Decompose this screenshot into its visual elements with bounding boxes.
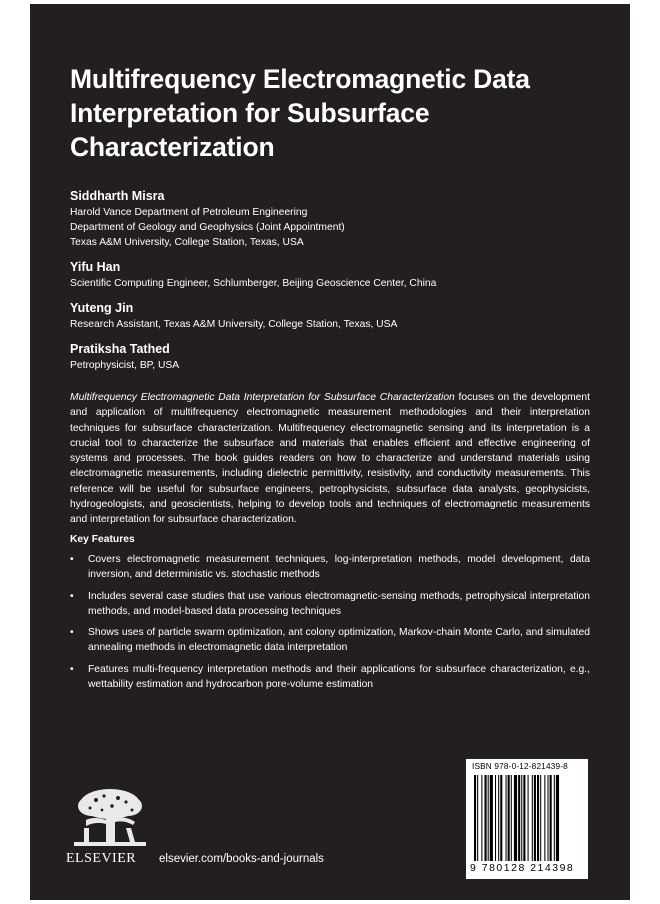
- barcode-bar: [544, 775, 545, 861]
- barcode-bar: [485, 775, 487, 861]
- barcode-bar: [537, 775, 539, 861]
- book-title: Multifrequency Electromagnetic Data Interpretation for Subsurface Characterization: [70, 64, 530, 162]
- author-list: [70, 188, 600, 382]
- author-name: Pratiksha Tathed: [70, 342, 170, 356]
- author-affiliation: Petrophysicist, BP, USA: [70, 360, 180, 371]
- feature-text: Features multi-frequency interpretation methods and their applications for subsurface characterization, e.g., wettability estimation and hydrocarbon pore-volume estimation: [88, 663, 590, 691]
- barcode-bar: [514, 775, 517, 861]
- barcode-bar: [495, 775, 496, 861]
- feature-item: [70, 662, 590, 693]
- author-affiliation: Department of Geology and Geophysics (Joint Appointment): [70, 222, 345, 233]
- bullet-icon: •: [70, 663, 74, 675]
- elsevier-tree-logo: [66, 786, 154, 855]
- barcode-bar: [523, 775, 525, 861]
- key-features-heading: Key Features: [70, 534, 135, 545]
- author-name: Yuteng Jin: [70, 301, 134, 315]
- author-affiliation: Scientific Computing Engineer, Schlumberger, Beijing Geoscience Center, China: [70, 278, 437, 289]
- barcode-bars: [472, 775, 582, 861]
- barcode-bar: [481, 775, 482, 861]
- feature-text: Shows uses of particle swarm optimization, ant colony optimization, Markov-chain Monte Carlo, and simulated annealing methods in electromagnetic data interpretation: [88, 627, 590, 654]
- barcode-bar: [556, 775, 559, 861]
- author-block: [70, 341, 600, 373]
- feature-item: [70, 625, 590, 656]
- feature-text: Covers electromagnetic measurement techniques, log-interpretation methods, model development, data inversion, and deterministic vs. stochastic methods: [88, 554, 590, 581]
- author-affiliation: Texas A&M University, College Station, Texas, USA: [70, 237, 304, 248]
- author-affiliation: Harold Vance Department of Petroleum Engineering: [70, 207, 308, 218]
- bullet-icon: •: [70, 627, 74, 639]
- barcode-bar: [540, 775, 541, 861]
- barcode-bar: [474, 775, 476, 861]
- author-name: Siddharth Misra: [70, 189, 165, 203]
- bullet-icon: •: [70, 554, 74, 565]
- book-description: [70, 390, 590, 528]
- barcode-bar: [528, 775, 529, 861]
- author-block: [70, 259, 600, 291]
- barcode-bar: [554, 775, 555, 861]
- author-block: [70, 300, 600, 332]
- barcode-bar: [500, 775, 502, 861]
- key-features-list: [70, 552, 590, 698]
- isbn-label: ISBN 978-0-12-821439-8: [472, 762, 568, 771]
- author-affiliation: Research Assistant, Texas A&M University, College Station, Texas, USA: [70, 319, 398, 330]
- barcode-bar: [477, 775, 478, 861]
- barcode-bar: [534, 775, 536, 861]
- description-italic-title: Multifrequency Electromagnetic Data Interpretation for Subsurface Characterization: [70, 392, 455, 403]
- publisher-url[interactable]: elsevier.com/books-and-journals: [159, 853, 324, 865]
- feature-item: [70, 589, 590, 620]
- publisher-name: ELSEVIER: [66, 851, 137, 866]
- barcode-bar: [488, 775, 489, 861]
- bullet-icon: •: [70, 590, 74, 602]
- feature-item: [70, 552, 590, 583]
- barcode-bar: [490, 775, 493, 861]
- barcode-bar: [532, 775, 533, 861]
- description-body: focuses on the development and application of multifrequency electromagnetic measurement methodologies and their interpretation techniques for subsurface characterization. Multifrequency electromagnetic sensing and its interpretation is a crucial tool to characterize the subsurface and materials that enables efficient and effective engineering of systems and processes. The book guides readers on how to characterize and understand materials using electromagnetic measurements, including dielectric permittivity, resistivity, and conductivity measurements. This reference will be useful for subsurface engineers, petrophysicists, subsurface data analysts, geophysicists, hydrogeologists, and geoscientists, helping to develop tools and techniques of electromagnetic measurements and interpretation for subsurface characterization.: [70, 392, 590, 526]
- isbn-digits: 9 780128 214398: [470, 862, 575, 874]
- barcode-bar: [550, 775, 552, 861]
- isbn-barcode: [466, 759, 588, 879]
- back-cover: [30, 4, 630, 900]
- barcode-bar: [498, 775, 499, 861]
- author-block: [70, 188, 600, 250]
- barcode-bar: [548, 775, 549, 861]
- barcode-bar: [521, 775, 522, 861]
- barcode-bar: [518, 775, 520, 861]
- feature-text: Includes several case studies that use various electromagnetic-sensing methods, petrophysical interpretation methods, and model-based data processing techniques: [88, 590, 590, 617]
- author-name: Yifu Han: [70, 260, 121, 274]
- barcode-bar: [508, 775, 510, 861]
- barcode-bar: [506, 775, 507, 861]
- barcode-bar: [511, 775, 512, 861]
